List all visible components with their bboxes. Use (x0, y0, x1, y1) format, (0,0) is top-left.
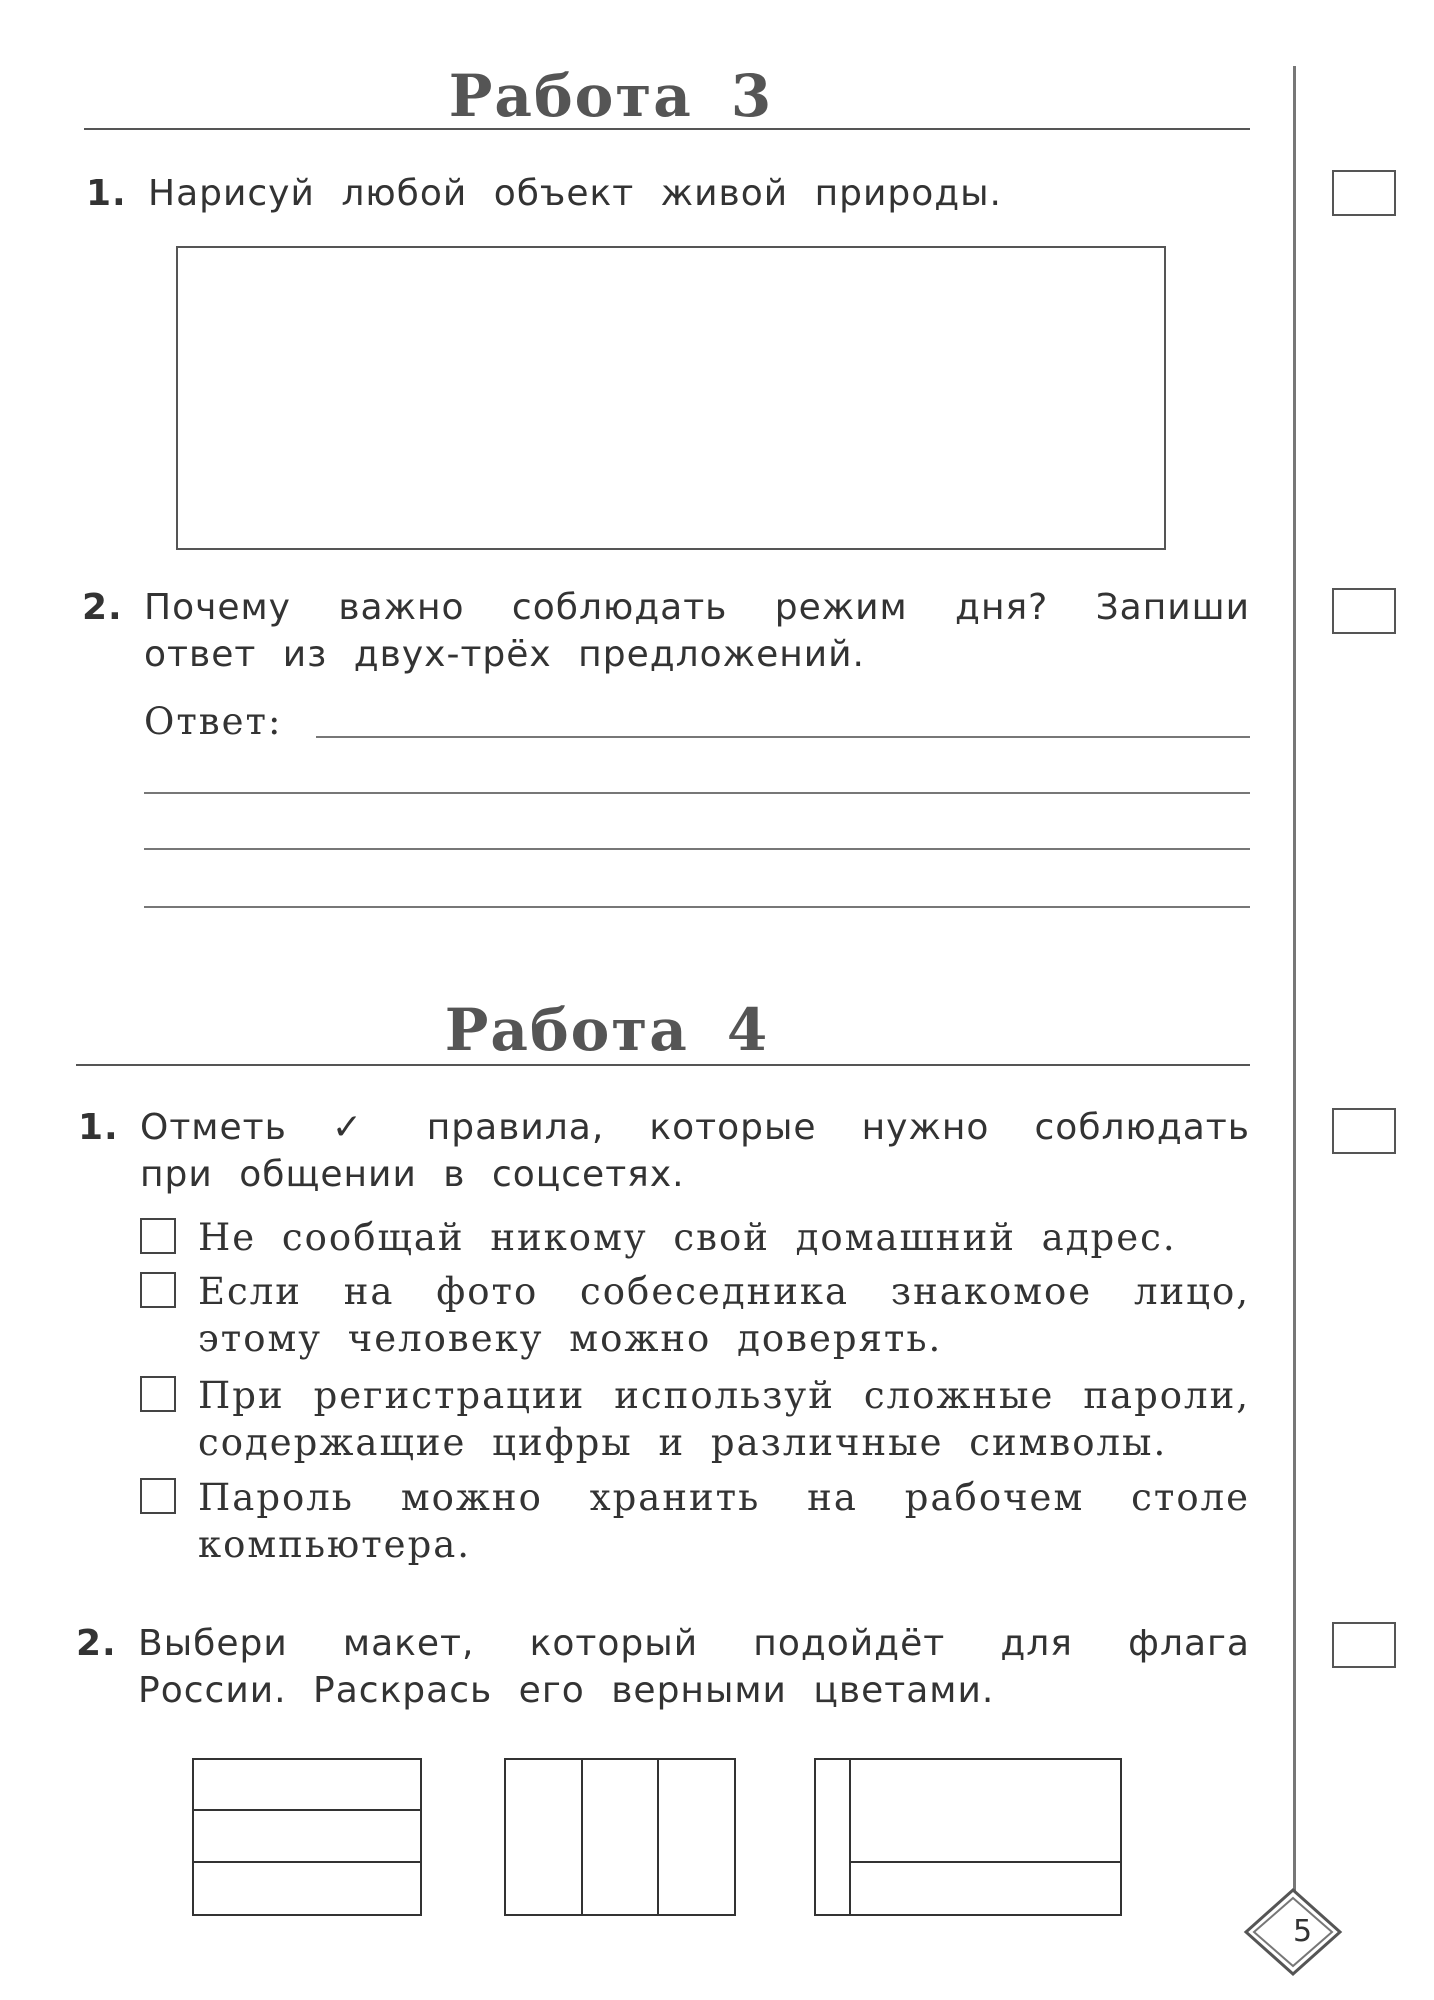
work3-task2 (82, 584, 1250, 678)
flag-layout-mixed[interactable] (814, 1758, 1122, 1916)
answer-line-3[interactable] (144, 848, 1250, 850)
work3-task1-score-box[interactable] (1332, 170, 1396, 216)
flag-layout-horizontal-stripes[interactable] (192, 1758, 422, 1916)
work4-task1 (78, 1104, 1250, 1198)
work4-task1-line2: при общении в соцсетях. (140, 1154, 685, 1195)
answer-line-2[interactable] (144, 792, 1250, 794)
option-2-line1: Если на фото собеседника знакомое лицо, (198, 1270, 1250, 1313)
option-3 (198, 1372, 1250, 1466)
work4-task2-line1: Выбери макет, который подойдёт для флага (138, 1623, 1250, 1664)
work3-task1-text: Нарисуй любой объект живой природы. (148, 173, 1002, 214)
option-1-line1: Не сообщай никому свой домашний адрес. (198, 1216, 1177, 1259)
option-4 (198, 1474, 1250, 1568)
work3-task2-number: 2. (82, 587, 123, 628)
work3-task1-number: 1. (86, 173, 127, 214)
work3-title-number: 3 (730, 62, 774, 130)
work4-task1-line1: Отметь ✓ правила, которые нужно соблюдать (140, 1107, 1250, 1148)
work3-task2-line2: ответ из двух-трёх предложений. (144, 634, 865, 675)
option-checkbox-4[interactable] (140, 1478, 176, 1514)
work4-task2-score-box[interactable] (1332, 1622, 1396, 1668)
flag-layout-vertical-stripes[interactable] (504, 1758, 736, 1916)
option-4-line1: Пароль можно хранить на рабочем столе (198, 1476, 1250, 1519)
work4-title (0, 996, 1324, 1064)
work4-task2-line2: России. Раскрась его верными цветами. (138, 1670, 995, 1711)
work4-task1-score-box[interactable] (1332, 1108, 1396, 1154)
work4-title-rule (76, 1064, 1250, 1066)
option-3-line2: содержащие цифры и различные символы. (198, 1421, 1168, 1464)
option-checkbox-2[interactable] (140, 1272, 176, 1308)
work3-title-rule (84, 128, 1250, 130)
work3-task2-score-box[interactable] (1332, 588, 1396, 634)
work4-title-number: 4 (726, 996, 770, 1064)
answer-line-4[interactable] (144, 906, 1250, 908)
work3-title (0, 62, 1328, 130)
option-3-line1: При регистрации используй сложные пароли, (198, 1374, 1250, 1417)
work3-task1 (86, 170, 1248, 217)
work4-task1-number: 1. (78, 1107, 119, 1148)
work3-title-word: Работа (448, 62, 693, 130)
answer-label: Ответ: (144, 700, 283, 743)
option-checkbox-3[interactable] (140, 1376, 176, 1412)
option-1 (198, 1214, 1250, 1261)
drawing-area[interactable] (176, 246, 1166, 550)
option-2-line2: этому человеку можно доверять. (198, 1317, 943, 1360)
work3-task2-line1: Почему важно соблюдать режим дня? Запиши (144, 587, 1250, 628)
option-checkbox-1[interactable] (140, 1218, 176, 1254)
option-2 (198, 1268, 1250, 1362)
work4-task2 (76, 1620, 1250, 1714)
answer-line-1[interactable] (316, 736, 1250, 738)
option-4-line2: компьютера. (198, 1523, 472, 1566)
work4-title-word: Работа (444, 996, 689, 1064)
work4-task2-number: 2. (76, 1623, 117, 1664)
